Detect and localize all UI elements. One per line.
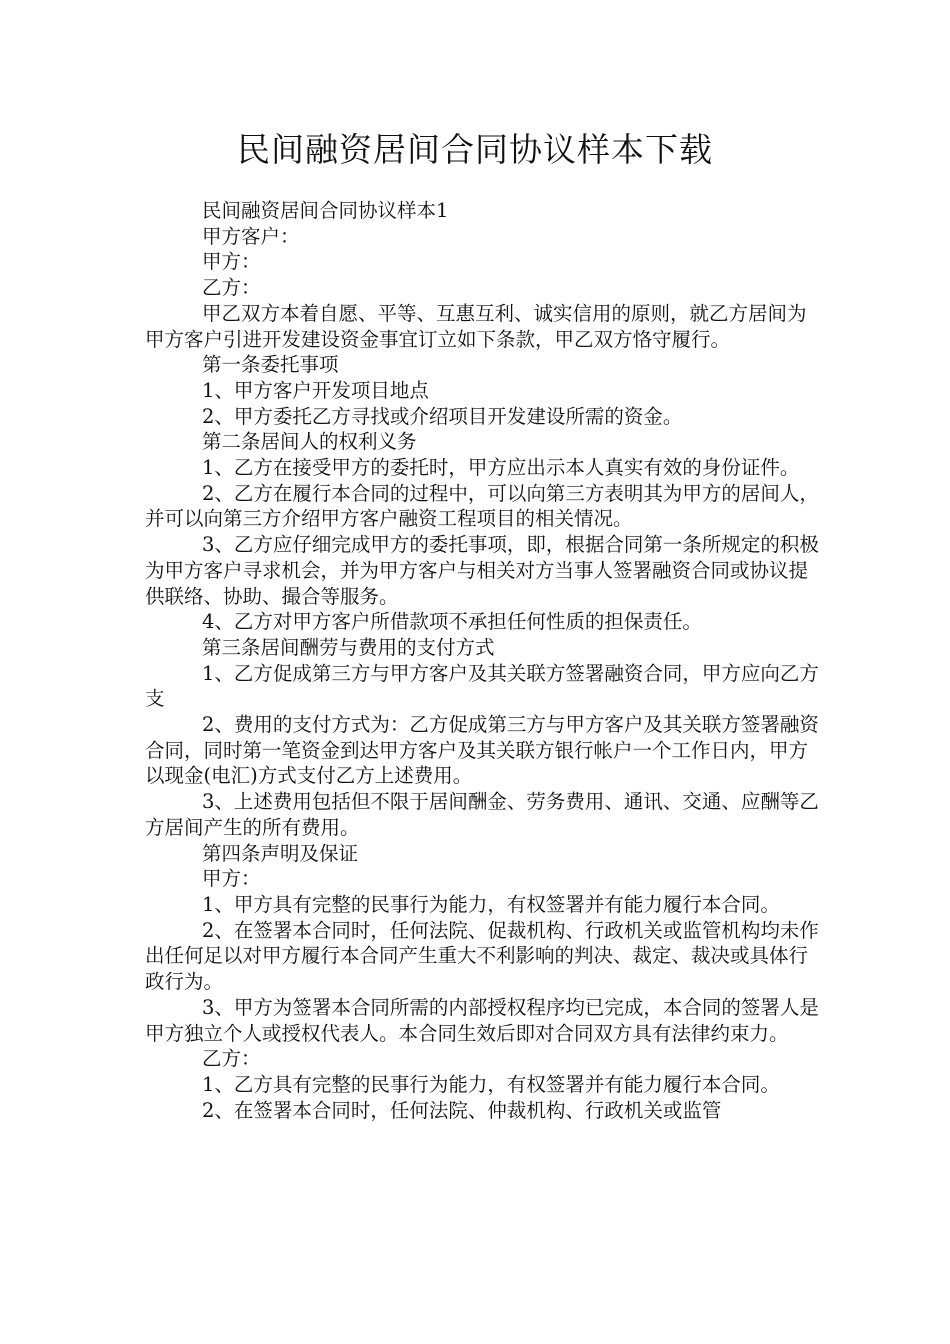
article-4-a-item-1: 1、甲方具有完整的民事行为能力，有权签署并有能力履行本合同。: [202, 892, 780, 916]
article-4-b-item-1: 1、乙方具有完整的民事行为能力，有权签署并有能力履行本合同。: [202, 1072, 780, 1096]
article-2-item-2: 2、乙方在履行本合同的过程中，可以向第三方表明其为甲方的居间人，并可以向第三方介绍甲方客户融资工程项目的相关情况。: [145, 481, 819, 531]
article-4-heading: 第四条声明及保证: [202, 841, 359, 865]
article-3-heading: 第三条居间酬劳与费用的支付方式: [202, 635, 495, 659]
document-title: 民间融资居间合同协议样本下载: [237, 130, 713, 169]
paragraph-party-a: 甲方：: [202, 250, 261, 274]
article-1-item-2: 2、甲方委托乙方寻找或介绍项目开发建设所需的资金。: [202, 404, 683, 428]
paragraph-party-client: 甲方客户：: [202, 224, 300, 248]
article-4-party-a: 甲方：: [202, 867, 261, 891]
article-3-item-2: 2、费用的支付方式为：乙方促成第三方与甲方客户及其关联方签署融资合同，同时第一笔资金到达甲方客户及其关联方银行帐户一个工作日内，甲方以现金(电汇)方式支付乙方上述费用。: [145, 713, 819, 788]
article-2-item-3: 3、乙方应仔细完成甲方的委托事项，即，根据合同第一条所规定的积极为甲方客户寻求机会，并为甲方客户与相关对方当事人签署融资合同或协议提供联络、协助、撮合等服务。: [145, 533, 819, 608]
article-2-item-1: 1、乙方在接受甲方的委托时，甲方应出示本人真实有效的身份证件。: [202, 456, 800, 480]
article-2-heading: 第二条居间人的权利义务: [202, 430, 417, 454]
article-1-item-1: 1、甲方客户开发项目地点: [202, 378, 429, 402]
article-4-a-item-3: 3、甲方为签署本合同所需的内部授权程序均已完成，本合同的签署人是甲方独立个人或授权代表人。本合同生效后即对合同双方具有法律约束力。: [145, 995, 819, 1045]
article-4-party-b: 乙方：: [202, 1047, 261, 1071]
paragraph-preamble: 甲乙双方本着自愿、平等、互惠互利、诚实信用的原则，就乙方居间为甲方客户引进开发建设资金事宜订立如下条款，甲乙双方恪守履行。: [145, 301, 807, 351]
article-4-b-item-2: 2、在签署本合同时，任何法院、仲裁机构、行政机关或监管: [202, 1098, 722, 1122]
paragraph-party-b: 乙方：: [202, 276, 261, 300]
article-4-a-item-2: 2、在签署本合同时，任何法院、促裁机构、行政机关或监管机构均未作出任何足以对甲方履行本合同产生重大不利影响的判决、裁定、裁决或具体行政行为。: [145, 918, 819, 994]
document-body: [145, 198, 820, 1123]
paragraph-heading: 民间融资居间合同协议样本1: [202, 199, 449, 222]
article-3-item-1: 1、乙方促成第三方与甲方客户及其关联方签署融资合同，甲方应向乙方支: [145, 661, 819, 711]
article-1-heading: 第一条委托事项: [202, 353, 339, 377]
article-2-item-4: 4、乙方对甲方客户所借款项不承担任何性质的担保责任。: [202, 610, 702, 634]
article-3-item-3: 3、上述费用包括但不限于居间酬金、劳务费用、通讯、交通、应酬等乙方居间产生的所有费用。: [145, 790, 819, 839]
